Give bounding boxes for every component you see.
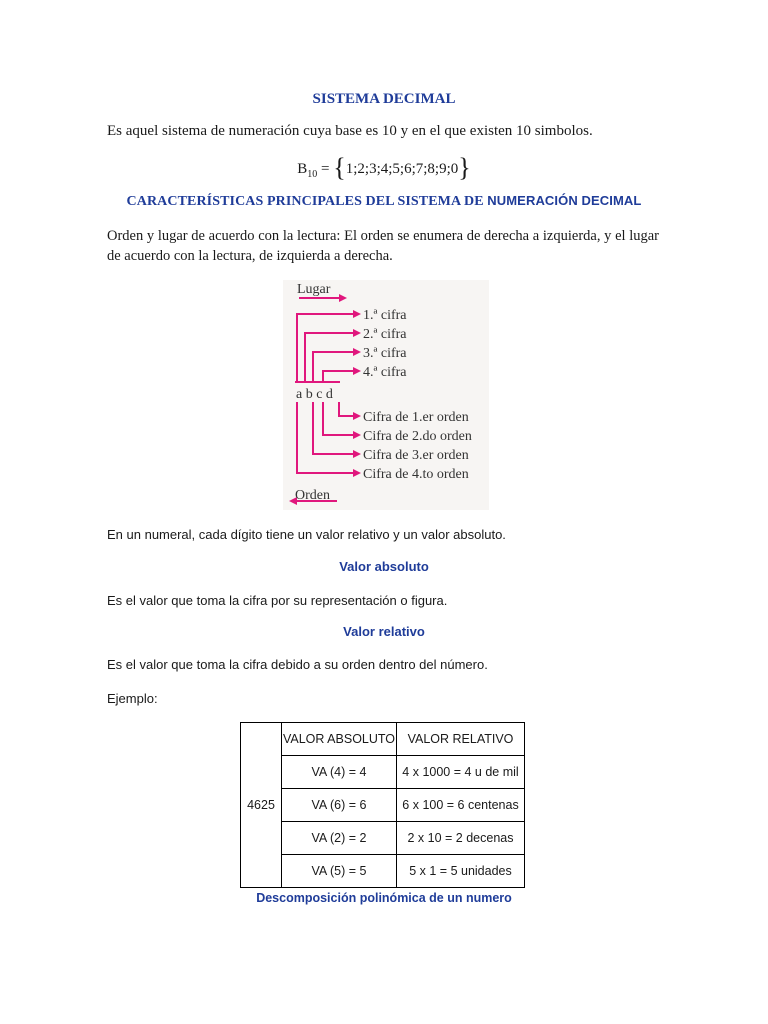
digits-label: a b c d xyxy=(296,387,333,402)
characteristics-heading-part1: CARACTERÍSTICAS PRINCIPALES DEL SISTEMA DE xyxy=(126,194,488,209)
characteristics-heading xyxy=(0,193,768,210)
intro-paragraph: Es aquel sistema de numeración cuya base es 10 y en el que existen 10 simbolos. xyxy=(107,123,593,139)
characteristics-heading-part2: NUMERACIÓN DECIMAL xyxy=(487,193,642,208)
number-cell: 4625 xyxy=(241,723,282,888)
absolute-value-cell: VA (2) = 2 xyxy=(282,822,397,855)
absolute-value-cell: VA (5) = 5 xyxy=(282,855,397,888)
orden-item-1: Cifra de 1.er orden xyxy=(363,410,469,425)
order-place-paragraph: Orden y lugar de acuerdo con la lectura: El orden se enumera de derecha a izquierda, y el lugar de acuerdo con la lectura, de izquierda a derecha. xyxy=(107,228,659,264)
table-row xyxy=(241,756,525,789)
orden-arrowhead-4 xyxy=(353,469,361,477)
lugar-arrowhead-1 xyxy=(353,310,361,318)
lugar-arrowhead-2 xyxy=(353,329,361,337)
relative-value-cell: 6 x 100 = 6 centenas xyxy=(397,789,525,822)
numeral-sentence: En un numeral, cada dígito tiene un valor relativo y un valor absoluto. xyxy=(107,527,506,542)
formula-equals: = xyxy=(321,161,330,177)
base-formula xyxy=(0,153,768,183)
formula-close-brace: } xyxy=(458,153,471,182)
lugar-connector-4 xyxy=(323,371,353,381)
lugar-connector-3 xyxy=(313,352,353,381)
table-header-row xyxy=(241,723,525,756)
table-caption: Descomposición polinómica de un numero xyxy=(256,891,512,905)
valor-relativo-heading: Valor relativo xyxy=(343,624,425,639)
lugar-arrowhead-4 xyxy=(353,367,361,375)
orden-item-3: Cifra de 3.er orden xyxy=(363,448,469,463)
lugar-label: Lugar xyxy=(297,282,331,297)
valor-absoluto-heading: Valor absoluto xyxy=(339,559,429,574)
orden-label: Orden xyxy=(295,488,330,503)
example-table xyxy=(240,722,525,888)
orden-arrowhead-1 xyxy=(353,412,361,420)
table-row xyxy=(241,789,525,822)
order-place-diagram xyxy=(283,280,489,510)
valor-relativo-text: Es el valor que toma la cifra debido a su orden dentro del número. xyxy=(107,657,488,672)
lugar-item-2: 2.ª cifra xyxy=(363,327,407,342)
lugar-item-1: 1.ª cifra xyxy=(363,308,407,323)
header-valor-absoluto: VALOR ABSOLUTO xyxy=(282,723,397,756)
lugar-arrowhead-3 xyxy=(353,348,361,356)
formula-open-brace: { xyxy=(333,153,346,182)
lugar-arrowhead xyxy=(339,294,347,302)
orden-connector-3 xyxy=(313,402,353,454)
lugar-item-4: 4.ª cifra xyxy=(363,365,407,380)
orden-item-2: Cifra de 2.do orden xyxy=(363,429,472,444)
relative-value-cell: 5 x 1 = 5 unidades xyxy=(397,855,525,888)
orden-connector-4 xyxy=(297,402,353,473)
absolute-value-cell: VA (6) = 6 xyxy=(282,789,397,822)
table-row xyxy=(241,855,525,888)
formula-base-subscript: 10 xyxy=(307,169,318,180)
formula-digits: 1;2;3;4;5;6;7;8;9;0 xyxy=(345,161,459,177)
orden-arrowhead-2 xyxy=(353,431,361,439)
page-title: SISTEMA DECIMAL xyxy=(312,91,456,107)
example-label: Ejemplo: xyxy=(107,691,158,706)
order-place-diagram-svg xyxy=(283,280,489,510)
lugar-item-3: 3.ª cifra xyxy=(363,346,407,361)
relative-value-cell: 2 x 10 = 2 decenas xyxy=(397,822,525,855)
header-valor-relativo: VALOR RELATIVO xyxy=(397,723,525,756)
relative-value-cell: 4 x 1000 = 4 u de mil xyxy=(397,756,525,789)
orden-item-4: Cifra de 4.to orden xyxy=(363,467,469,482)
absolute-value-cell: VA (4) = 4 xyxy=(282,756,397,789)
valor-absoluto-text: Es el valor que toma la cifra por su representación o figura. xyxy=(107,593,448,608)
formula-base-letter: B xyxy=(297,161,308,177)
orden-connector-1 xyxy=(339,402,353,416)
orden-arrowhead-3 xyxy=(353,450,361,458)
table-row xyxy=(241,822,525,855)
